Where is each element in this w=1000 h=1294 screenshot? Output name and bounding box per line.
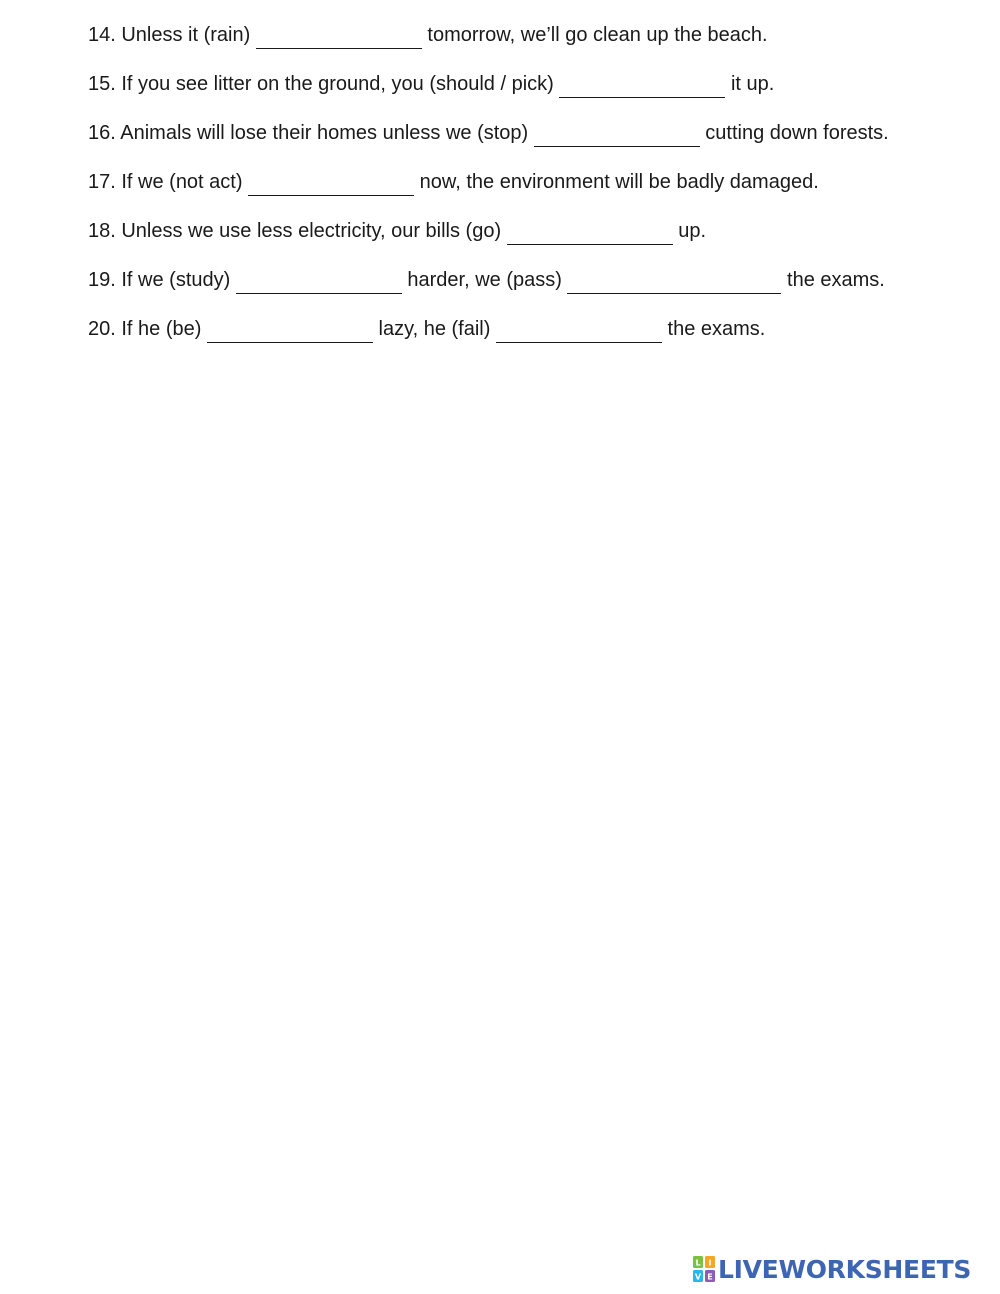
answer-blank[interactable] — [236, 273, 402, 294]
liveworksheets-logo — [693, 1254, 971, 1284]
question-text: the exams. — [781, 269, 885, 291]
answer-blank[interactable] — [567, 273, 781, 294]
question-text: tomorrow, we’ll go clean up the beach. — [421, 24, 768, 46]
question-20 — [88, 315, 988, 343]
question-text: 20. If he (be) — [88, 318, 207, 340]
answer-blank[interactable] — [248, 175, 414, 196]
question-19 — [88, 266, 988, 294]
question-text: 14. Unless it (rain) — [88, 24, 256, 46]
question-text: now, the environment will be badly damaged. — [414, 171, 819, 193]
question-text: 18. Unless we use less electricity, our bills (go) — [88, 220, 507, 242]
question-text: cutting down forests. — [699, 122, 889, 144]
question-text: 19. If we (study) — [88, 269, 236, 291]
question-16 — [88, 119, 988, 147]
worksheet — [88, 21, 988, 364]
answer-blank[interactable] — [207, 322, 373, 343]
question-text: 15. If you see litter on the ground, you (should / pick) — [88, 73, 560, 95]
logo-tile-letter: L — [695, 1258, 701, 1268]
answer-blank[interactable] — [534, 126, 700, 147]
question-17 — [88, 168, 988, 196]
logo-wordmark: LIVEWORKSHEETS — [718, 1254, 972, 1284]
answer-blank[interactable] — [559, 77, 725, 98]
question-text: up. — [672, 220, 707, 242]
answer-blank[interactable] — [256, 28, 422, 49]
answer-blank[interactable] — [507, 224, 673, 245]
question-14 — [88, 21, 988, 49]
logo-tile-letter: E — [707, 1272, 713, 1282]
logo-tile-letter: V — [694, 1272, 702, 1282]
question-text: the exams. — [661, 318, 766, 340]
answer-blank[interactable] — [496, 322, 662, 343]
question-text: lazy, he (fail) — [372, 318, 496, 340]
question-15 — [88, 70, 988, 98]
liveworksheets-logo-icon — [693, 1256, 715, 1282]
question-text: harder, we (pass) — [401, 269, 568, 291]
question-text: 16. Animals will lose their homes unless we (stop) — [88, 122, 534, 144]
question-text: 17. If we (not act) — [88, 171, 249, 193]
question-18 — [88, 217, 988, 245]
logo-tile-letter: I — [708, 1258, 712, 1268]
question-text: it up. — [725, 73, 775, 95]
